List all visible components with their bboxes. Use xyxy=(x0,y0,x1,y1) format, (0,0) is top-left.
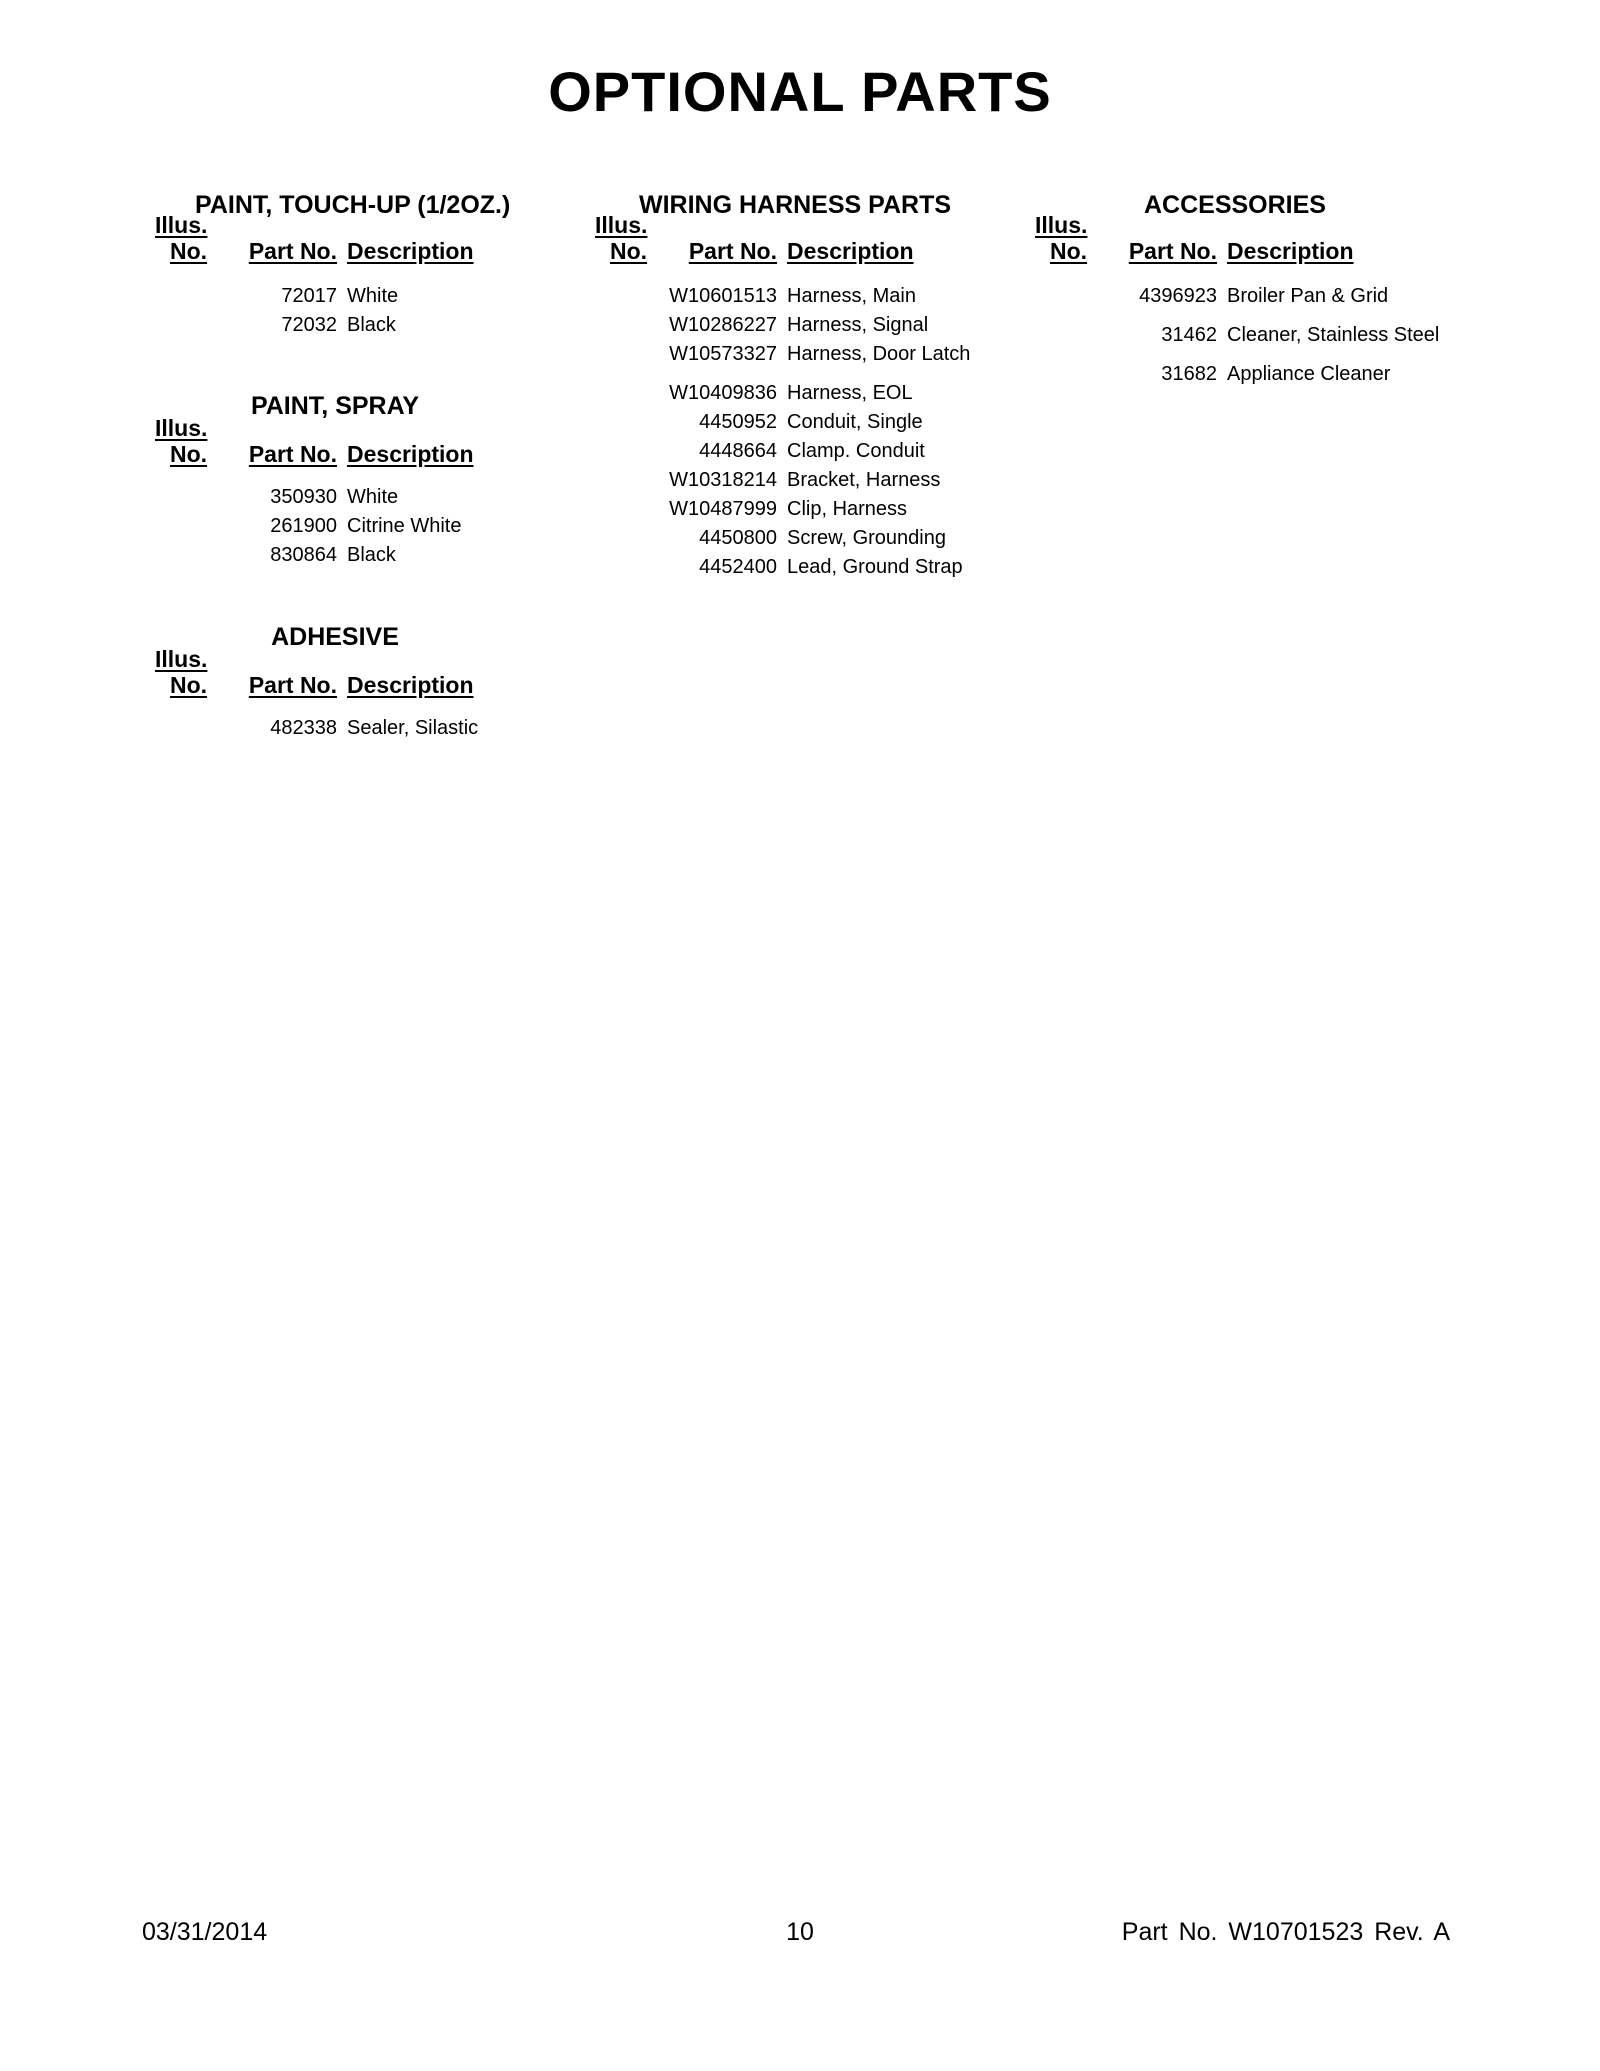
part-description: Cleaner, Stainless Steel xyxy=(1227,324,1440,346)
part-number: 4448664 xyxy=(699,440,777,462)
list-item xyxy=(595,282,1015,311)
section-title: ADHESIVE xyxy=(271,623,399,651)
column-headers xyxy=(155,214,535,270)
parts-list xyxy=(155,483,535,570)
part-description: Sealer, Silastic xyxy=(347,717,479,739)
part-number: 31462 xyxy=(1161,324,1217,346)
part-number: 72017 xyxy=(281,285,337,307)
list-item xyxy=(595,466,1015,495)
section-title: PAINT, SPRAY xyxy=(250,392,420,420)
illus-header-line1: Illus. xyxy=(1035,212,1088,238)
description-header: Description xyxy=(787,238,914,264)
part-number: W10487999 xyxy=(669,498,777,520)
part-description: Harness, Signal xyxy=(787,314,929,336)
section-title: WIRING HARNESS PARTS xyxy=(638,191,952,219)
illus-header-line1: Illus. xyxy=(155,212,208,238)
section-accessories xyxy=(1035,193,1475,389)
list-item xyxy=(595,408,1015,437)
illus-header-line2: No. xyxy=(1050,238,1088,264)
part-number: 72032 xyxy=(281,314,337,336)
part-description: Harness, Door Latch xyxy=(787,343,971,365)
parts-list xyxy=(155,714,535,743)
part-number: 4452400 xyxy=(699,556,777,578)
part-number: 830864 xyxy=(270,544,337,566)
section-title: ACCESSORIES xyxy=(1144,191,1326,219)
footer-date: 03/31/2014 xyxy=(142,1918,268,1946)
list-item xyxy=(595,437,1015,466)
description-header: Description xyxy=(1227,238,1354,264)
illus-header-line1: Illus. xyxy=(155,646,208,672)
part-number: W10409836 xyxy=(669,382,777,404)
part-number: 482338 xyxy=(270,717,337,739)
list-item xyxy=(595,311,1015,340)
illus-header-line2: No. xyxy=(170,238,208,264)
part-description: Clamp. Conduit xyxy=(787,440,925,462)
part-number: 31682 xyxy=(1161,363,1217,385)
part-number: W10573327 xyxy=(669,343,777,365)
part-no-header: Part No. xyxy=(688,238,777,264)
part-description: Black xyxy=(347,314,396,336)
part-number: 4450952 xyxy=(699,411,777,433)
part-number: W10601513 xyxy=(669,285,777,307)
list-item xyxy=(595,379,1015,408)
section-paint-touchup xyxy=(155,193,535,340)
list-item xyxy=(155,714,535,743)
description-header: Description xyxy=(347,672,474,698)
part-description: Clip, Harness xyxy=(787,498,908,520)
column-headers xyxy=(155,417,535,473)
page-title: OPTIONAL PARTS xyxy=(548,60,1052,123)
section-wiring-harness xyxy=(595,193,1015,582)
part-description: Screw, Grounding xyxy=(787,527,946,549)
part-description: Citrine White xyxy=(347,515,462,537)
part-number: W10318214 xyxy=(669,469,777,491)
column-headers xyxy=(595,214,1015,270)
list-item xyxy=(155,282,535,311)
part-description: White xyxy=(347,285,399,307)
part-description: White xyxy=(347,486,399,508)
part-number: W10286227 xyxy=(669,314,777,336)
part-number: 261900 xyxy=(270,515,337,537)
section-paint-spray xyxy=(155,394,535,570)
description-header: Description xyxy=(347,441,474,467)
part-description: Harness, Main xyxy=(787,285,916,307)
part-no-header: Part No. xyxy=(248,441,337,467)
list-item xyxy=(595,524,1015,553)
illus-header-line2: No. xyxy=(170,672,208,698)
list-item xyxy=(1035,321,1475,360)
list-item xyxy=(155,512,535,541)
parts-list xyxy=(155,282,535,340)
list-item xyxy=(595,340,1015,369)
part-no-header: Part No. xyxy=(1128,238,1217,264)
part-description: Conduit, Single xyxy=(787,411,923,433)
list-item xyxy=(155,483,535,512)
section-adhesive xyxy=(155,625,535,743)
part-description: Harness, EOL xyxy=(787,382,913,404)
column-headers xyxy=(1035,214,1475,270)
parts-list xyxy=(595,282,1015,582)
footer-page-number: 10 xyxy=(786,1918,814,1946)
list-item xyxy=(1035,282,1475,321)
illus-header-line1: Illus. xyxy=(155,415,208,441)
part-description: Lead, Ground Strap xyxy=(787,556,963,578)
column-headers xyxy=(155,648,535,704)
footer-part-number: Part No. W10701523 Rev. A xyxy=(1121,1918,1450,1946)
list-item xyxy=(1035,360,1475,389)
part-no-header: Part No. xyxy=(248,672,337,698)
list-item xyxy=(595,495,1015,524)
list-item xyxy=(595,553,1015,582)
parts-list xyxy=(1035,282,1475,389)
part-no-header: Part No. xyxy=(248,238,337,264)
part-number: 4396923 xyxy=(1139,285,1217,307)
list-item xyxy=(155,311,535,340)
description-header: Description xyxy=(347,238,474,264)
part-number: 350930 xyxy=(270,486,337,508)
part-description: Black xyxy=(347,544,396,566)
illus-header-line2: No. xyxy=(170,441,208,467)
illus-header-line1: Illus. xyxy=(595,212,648,238)
part-description: Appliance Cleaner xyxy=(1227,363,1391,385)
section-title: PAINT, TOUCH-UP (1/2OZ.) xyxy=(195,191,511,219)
part-description: Broiler Pan & Grid xyxy=(1227,285,1389,307)
part-description: Bracket, Harness xyxy=(787,469,941,491)
part-number: 4450800 xyxy=(699,527,777,549)
illus-header-line2: No. xyxy=(610,238,648,264)
list-item xyxy=(155,541,535,570)
